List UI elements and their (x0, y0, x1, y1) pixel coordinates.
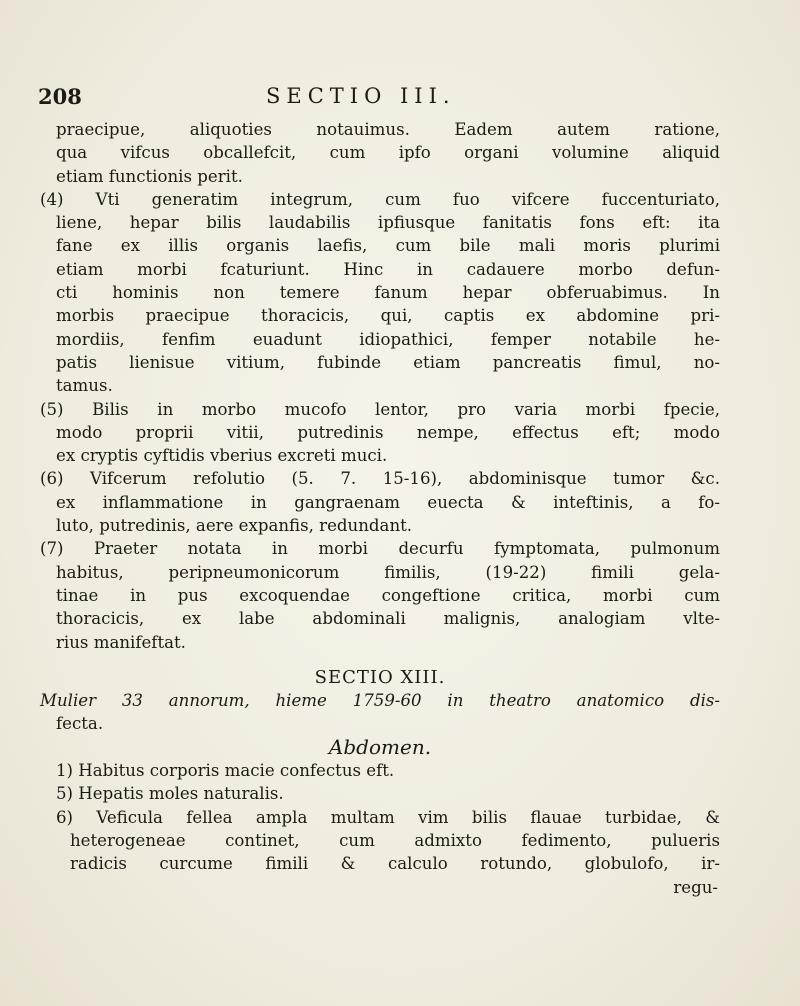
paragraph-intro (40, 118, 720, 188)
text-line: (5) Bilis in morbo mucofo lentor, pro varia morbi fpecie, (40, 399, 720, 419)
list-item: heterogeneae continet, cum admixto fedimento, pulueris (70, 830, 720, 850)
list-item: 1) Habitus corporis macie confectus eft. (56, 761, 395, 781)
text-line: luto, putredinis, aere expanfis, redundant. (56, 516, 413, 536)
list-item: 6) Veficula fellea ampla multam vim bilis flauae turbidae, & (56, 807, 720, 827)
text-line: morbis praecipue thoracicis, qui, captis ex abdomine pri- (56, 306, 720, 326)
text-line: fane ex illis organis laefis, cum bile mali moris plurimi (56, 236, 720, 256)
list-item: radicis curcume fimili & calculo rotundo, globulofo, ir- (70, 854, 720, 874)
paragraph-4 (40, 188, 720, 398)
spacer (40, 654, 720, 666)
text-line: etiam morbi fcaturiunt. Hinc in cadauere morbo defun- (56, 259, 720, 279)
text-line: patis lienisue vitium, fubinde etiam pancreatis fimul, no- (56, 352, 720, 372)
paragraph-5 (40, 398, 720, 468)
paragraph-7 (40, 537, 720, 653)
text-line: ex cryptis cyftidis vberius excreti muci. (56, 446, 388, 466)
text-line: (7) Praeter notata in morbi decurfu fymptomata, pulmonum (40, 539, 720, 559)
text-line: praecipue, aliquoties notauimus. Eadem autem ratione, (56, 120, 720, 139)
section-intro (40, 689, 720, 736)
text-line: mordiis, fenfim euadunt idiopathici, femper notabile he- (56, 329, 720, 349)
catchword: regu- (673, 877, 718, 897)
text-line: cti hominis non temere fanum hepar obferuabimus. In (56, 283, 720, 303)
text-line: modo proprii vitii, putredinis nempe, effectus eft; modo (56, 422, 720, 442)
text-line: thoracicis, ex labe abdominali malignis, analogiam vlte- (56, 609, 720, 629)
subheading: Abdomen. (328, 734, 432, 759)
text-line: rius manifeftat. (56, 632, 186, 652)
text-line: fecta. (56, 714, 104, 734)
text-line: liene, hepar bilis laudabilis ipfiusque fanitatis fons eft: ita (56, 213, 720, 233)
paragraph-6 (40, 467, 720, 537)
text-line: habitus, peripneumonicorum fimilis, (19-22) fimili gela- (56, 562, 720, 582)
text-line: etiam functionis perit. (56, 166, 243, 186)
page-body (40, 118, 720, 899)
item-list (40, 759, 720, 875)
page-header (38, 84, 758, 114)
text-line: (4) Vti generatim integrum, cum fuo vifcere fuccenturiato, (40, 189, 720, 209)
text-line: ex inflammatione in gangraenam euecta & inteftinis, a fo- (56, 492, 720, 512)
text-line: (6) Vifcerum refolutio (5. 7. 15-16), abdominisque tumor &c. (40, 469, 720, 489)
section-heading: SECTIO XIII. (314, 666, 446, 688)
list-item: 5) Hepatis moles naturalis. (56, 784, 284, 804)
running-head: SECTIO III. (266, 84, 456, 108)
page-number: 208 (38, 84, 82, 109)
text-line: qua vifcus obcallefcit, cum ipfo organi volumine aliquid (56, 143, 720, 163)
text-line: tinae in pus excoquendae congeftione critica, morbi cum (56, 585, 720, 605)
text-line: tamus. (56, 376, 113, 396)
text-line: Mulier 33 annorum, hieme 1759-60 in theatro anatomico dis- (40, 691, 720, 711)
